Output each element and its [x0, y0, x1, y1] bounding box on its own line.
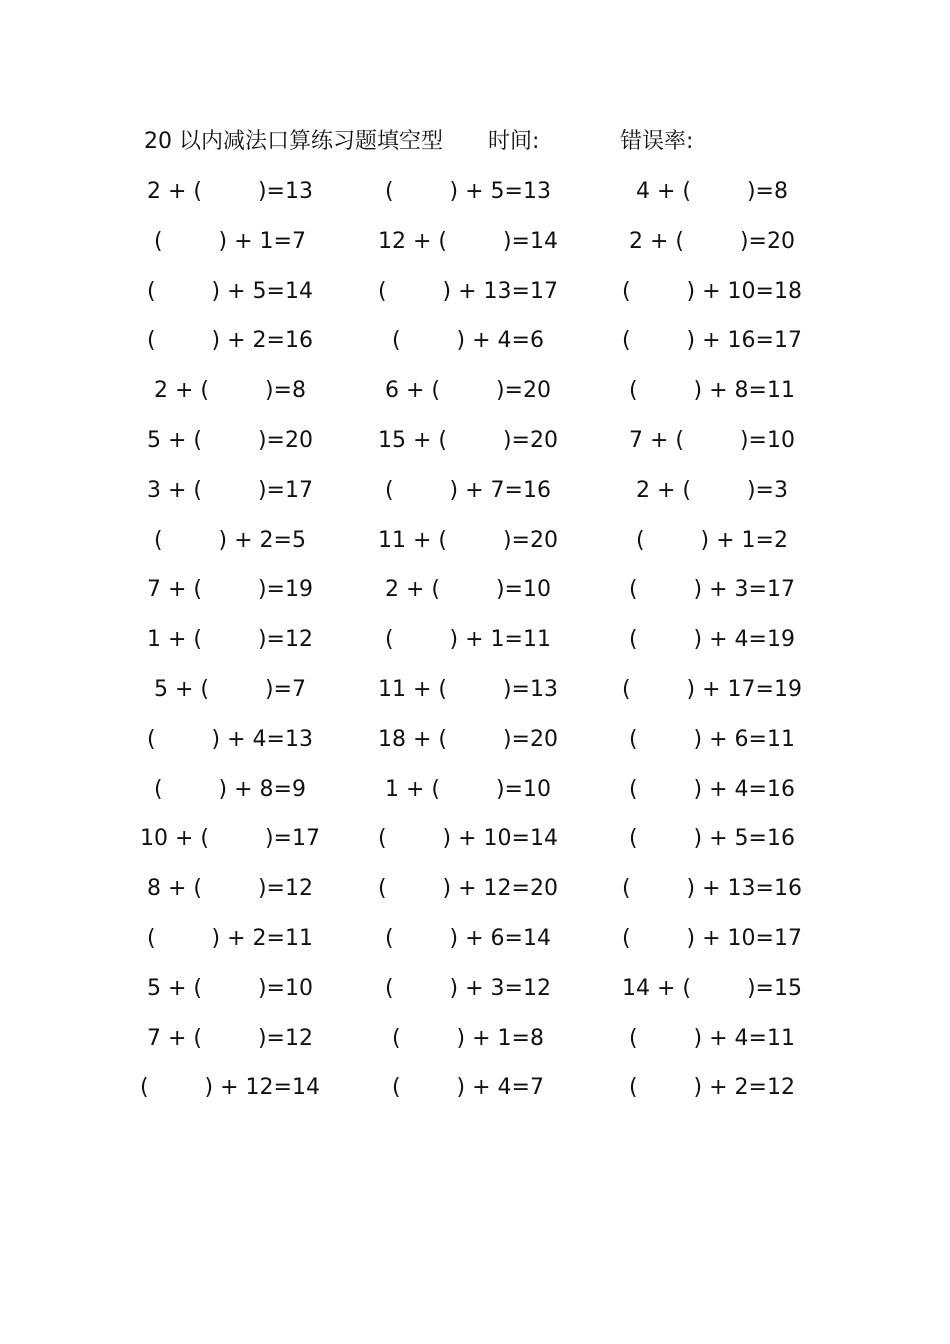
problem-item: ( ) + 1=8 [392, 1025, 544, 1051]
problem-row [0, 172, 950, 222]
problem-item: ( ) + 8=11 [629, 378, 795, 404]
problem-row [0, 421, 950, 471]
problem-item: ( ) + 12=20 [378, 876, 558, 902]
problem-item: ( ) + 3=12 [385, 975, 551, 1001]
problem-item: ( ) + 5=13 [385, 179, 551, 204]
problem-row [0, 321, 950, 371]
problem-row [0, 1019, 950, 1069]
problem-item: ( ) + 2=11 [147, 925, 313, 951]
problem-row [0, 371, 950, 421]
problem-row [0, 869, 950, 919]
problem-item: 7 + ( )=19 [147, 577, 313, 603]
problem-item: 2 + ( )=3 [636, 477, 788, 503]
problem-item: ( ) + 4=16 [629, 776, 795, 802]
problem-item: 11 + ( )=20 [378, 527, 558, 553]
problem-item: 1 + ( )=10 [385, 776, 551, 802]
problem-item: ( ) + 4=19 [629, 627, 795, 653]
problem-item: ( ) + 1=11 [385, 627, 551, 653]
problem-item: 5 + ( )=20 [147, 427, 313, 453]
problem-item: 7 + ( )=10 [629, 427, 795, 453]
problem-item: 2 + ( )=8 [154, 378, 306, 404]
problem-grid [0, 172, 950, 1118]
problem-item: ( ) + 12=14 [140, 1075, 320, 1101]
problem-item: ( ) + 10=18 [622, 278, 802, 304]
problem-item: ( ) + 5=14 [147, 278, 313, 304]
problem-row [0, 819, 950, 869]
problem-item: ( ) + 4=7 [392, 1075, 544, 1101]
problem-item: ( ) + 1=7 [154, 228, 306, 254]
problem-item: 2 + ( )=13 [147, 179, 313, 204]
problem-item: 10 + ( )=17 [140, 826, 320, 852]
error-rate-label: 错误率: [620, 129, 694, 154]
problem-row [0, 471, 950, 521]
problem-item: ( ) + 2=5 [154, 527, 306, 553]
problem-item: ( ) + 10=17 [622, 925, 802, 951]
problem-item: ( ) + 2=12 [629, 1075, 795, 1101]
problem-row [0, 720, 950, 770]
problem-item: ( ) + 4=11 [629, 1025, 795, 1051]
problem-item: 5 + ( )=7 [154, 676, 306, 702]
problem-item: 2 + ( )=10 [385, 577, 551, 603]
problem-item: 6 + ( )=20 [385, 378, 551, 404]
problem-item: ( ) + 4=6 [392, 328, 544, 354]
problem-item: 4 + ( )=8 [636, 179, 788, 204]
problem-item: 3 + ( )=17 [147, 477, 313, 503]
problem-item: 2 + ( )=20 [629, 228, 795, 254]
problem-item: 1 + ( )=12 [147, 627, 313, 653]
problem-item: ( ) + 17=19 [622, 676, 802, 702]
problem-item: 18 + ( )=20 [378, 726, 558, 752]
problem-row [0, 620, 950, 670]
problem-item: ( ) + 6=14 [385, 925, 551, 951]
problem-item: ( ) + 5=16 [629, 826, 795, 852]
problem-item: ( ) + 8=9 [154, 776, 306, 802]
problem-item: ( ) + 10=14 [378, 826, 558, 852]
problem-row [0, 919, 950, 969]
problem-item: ( ) + 4=13 [147, 726, 313, 752]
problem-item: 15 + ( )=20 [378, 427, 558, 453]
problem-item: ( ) + 1=2 [636, 527, 788, 553]
problem-item: ( ) + 2=16 [147, 328, 313, 354]
problem-row [0, 222, 950, 272]
problem-row [0, 570, 950, 620]
problem-item: 8 + ( )=12 [147, 876, 313, 902]
problem-row [0, 670, 950, 720]
problem-item: ( ) + 7=16 [385, 477, 551, 503]
problem-row [0, 521, 950, 571]
problem-item: ( ) + 13=16 [622, 876, 802, 902]
problem-row [0, 770, 950, 820]
worksheet-title: 20 以内减法口算练习题填空型 [144, 129, 443, 154]
problem-item: ( ) + 16=17 [622, 328, 802, 354]
time-label: 时间: [488, 129, 540, 154]
problem-item: 5 + ( )=10 [147, 975, 313, 1001]
problem-item: 11 + ( )=13 [378, 676, 558, 702]
problem-item: ( ) + 6=11 [629, 726, 795, 752]
problem-row [0, 969, 950, 1019]
problem-row [0, 1068, 950, 1118]
problem-item: 7 + ( )=12 [147, 1025, 313, 1051]
problem-item: ( ) + 13=17 [378, 278, 558, 304]
problem-item: ( ) + 3=17 [629, 577, 795, 603]
problem-item: 14 + ( )=15 [622, 975, 802, 1001]
problem-item: 12 + ( )=14 [378, 228, 558, 254]
problem-row [0, 272, 950, 322]
